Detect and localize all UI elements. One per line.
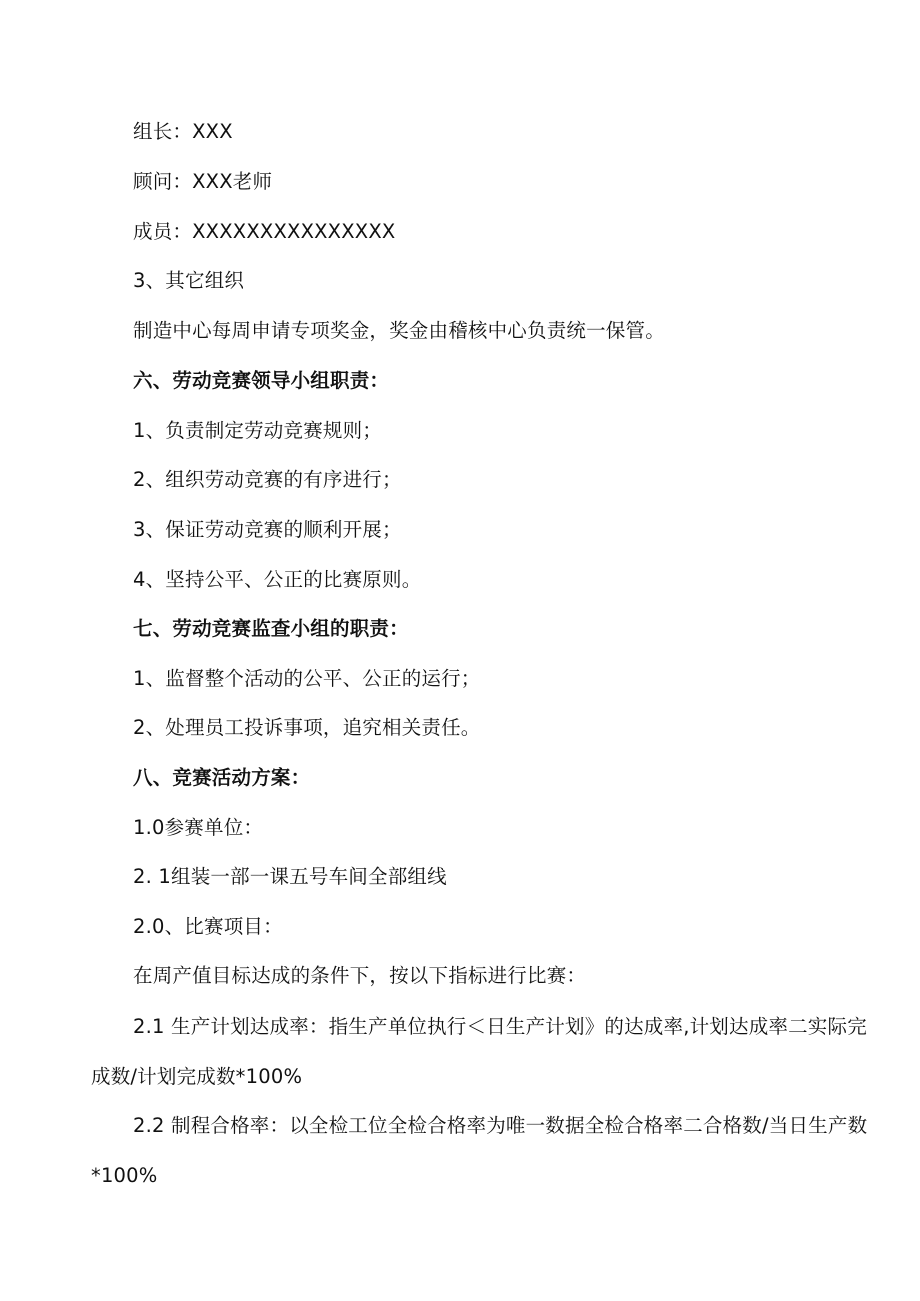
supervision-item-1: 1、监督整个活动的公平、公正的运行； [133, 667, 481, 690]
advisor-line: 顾问：XXX老师 [133, 170, 273, 193]
duty-item-3: 3、保证劳动竞赛的顺利开展； [133, 518, 402, 541]
competition-items-line: 2.0、比赛项目： [133, 915, 283, 938]
section-8-heading: 八、竞赛活动方案： [133, 766, 311, 789]
team-leader-line: 组长：XXX [133, 120, 233, 143]
bonus-line: 制造中心每周申请专项奖金，奖金由稽核中心负责统一保管。 [133, 319, 665, 342]
other-organization-line: 3、其它组织 [133, 269, 245, 292]
supervision-item-2: 2、处理员工投诉事项，追究相关责任。 [133, 716, 481, 739]
participants-line: 1.0参赛单位： [133, 816, 264, 839]
section-6-heading: 六、劳动竞赛领导小组职责： [133, 369, 390, 392]
section-7-heading: 七、劳动竞赛监查小组的职责： [133, 617, 409, 640]
duty-item-2: 2、组织劳动竞赛的有序进行； [133, 468, 402, 491]
plan-rate-paragraph: 2.1 生产计划达成率：指生产单位执行＜日生产计划》的达成率,计划达成率二实际完成数/计划完成数*100% [91, 1015, 867, 1088]
duty-item-1: 1、负责制定劳动竞赛规则； [133, 419, 383, 442]
assembly-line: 2. 1组装一部一课五号车间全部组线 [133, 865, 447, 888]
duty-item-4: 4、坚持公平、公正的比赛原则。 [133, 568, 422, 591]
members-line: 成员：XXXXXXXXXXXXXXX [133, 220, 396, 243]
condition-line: 在周产值目标达成的条件下，按以下指标进行比赛： [133, 964, 587, 987]
pass-rate-paragraph: 2.2 制程合格率：以全检工位全检合格率为唯一数据全检合格率二合格数/当日生产数*100% [91, 1114, 868, 1187]
